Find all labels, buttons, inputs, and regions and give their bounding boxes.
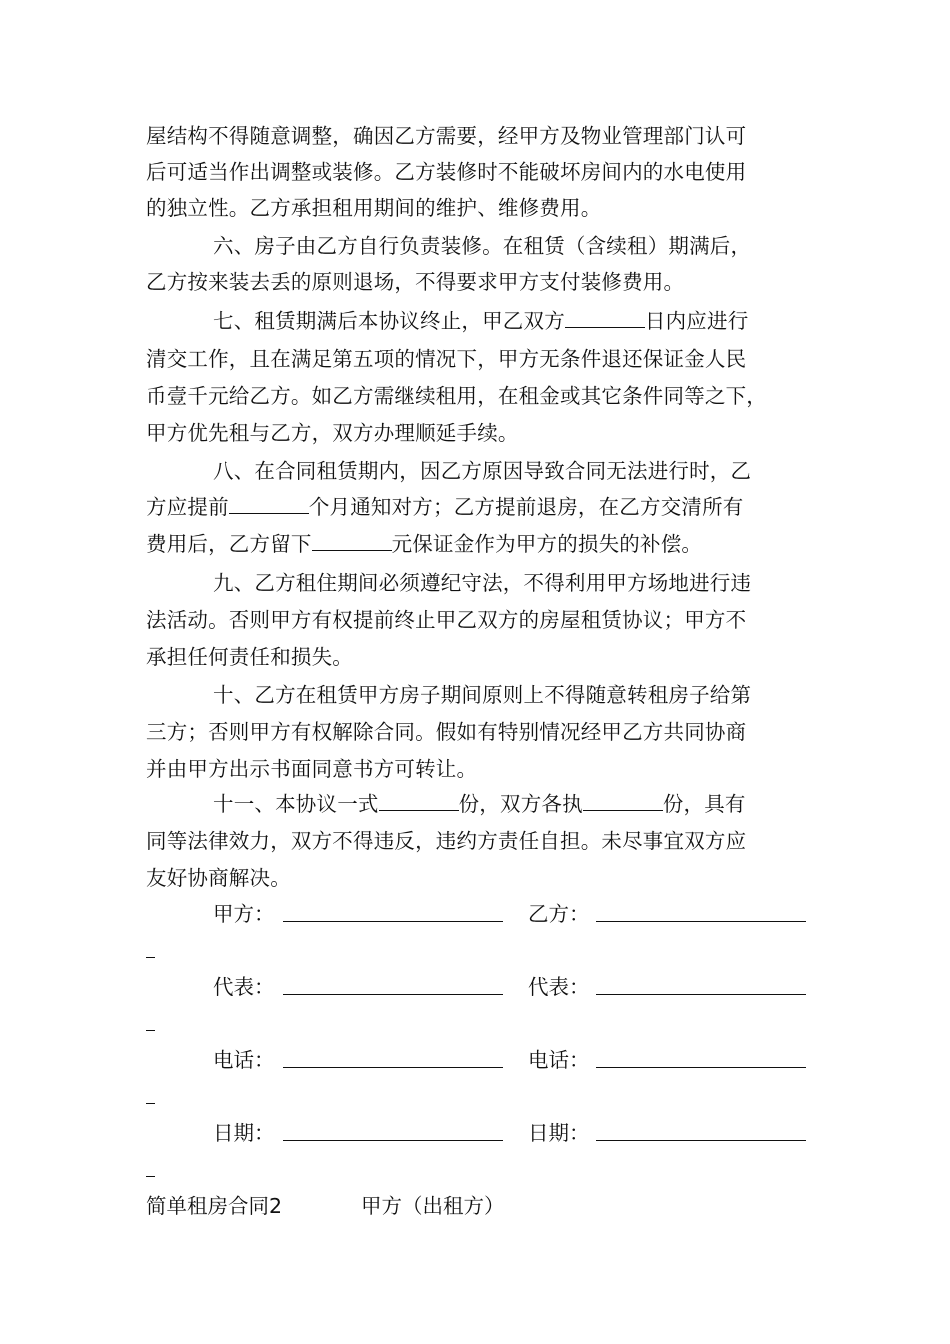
para8-text-a: 方应提前 (146, 495, 229, 519)
para9-line2: 法活动。否则甲方有权提前终止甲乙双方的房屋租赁协议；甲方不 (146, 608, 747, 632)
para11-text-b: 份，双方各执 (458, 792, 583, 816)
para7-line3: 币壹千元给乙方。如乙方需继续租用，在租金或其它条件同等之下， (146, 384, 767, 408)
blank-months[interactable] (229, 512, 309, 514)
para11-text-a: 十一、本协议一式 (213, 792, 379, 816)
next-contract-title: 简单租房合同2 (146, 1194, 283, 1218)
para5-line1: 屋结构不得随意调整，确因乙方需要，经甲方及物业管理部门认可 (146, 124, 747, 148)
para10-line2: 三方；否则甲方有权解除合同。假如有特别情况经甲乙方共同协商 (146, 720, 747, 744)
phone-b-label: 电话： (528, 1048, 590, 1072)
date-a-label: 日期： (213, 1121, 275, 1145)
para11-line1 (213, 789, 746, 819)
para7-line2: 清交工作，且在满足第五项的情况下，甲方无条件退还保证金人民 (146, 347, 747, 371)
blank-each-copies[interactable] (583, 809, 663, 811)
para5-line3: 的独立性。乙方承担租用期间的维护、维修费用。 (146, 196, 602, 220)
party-b-line[interactable] (596, 921, 806, 922)
para9-line3: 承担任何责任和损失。 (146, 645, 353, 669)
blank-deposit[interactable] (312, 549, 392, 551)
date-b-line[interactable] (596, 1140, 806, 1141)
para8-line3 (146, 529, 702, 559)
wrap-dash (146, 1176, 155, 1177)
para11-text-c: 份，具有 (662, 792, 746, 816)
phone-a-line[interactable] (283, 1067, 503, 1068)
para7-text-a: 七、租赁期满后本协议终止，甲乙双方 (213, 309, 565, 333)
para6-line1: 六、房子由乙方自行负责装修。在租赁（含续租）期满后， (213, 234, 752, 258)
para8-line2 (146, 492, 744, 522)
phone-a-label: 电话： (213, 1048, 275, 1072)
para8-text-b: 个月通知对方；乙方提前退房，在乙方交清所有 (308, 495, 744, 519)
phone-b-line[interactable] (596, 1067, 806, 1068)
date-a-line[interactable] (283, 1140, 503, 1141)
blank-days[interactable] (565, 326, 645, 328)
party-b-label: 乙方： (528, 902, 590, 926)
rep-a-label: 代表： (213, 975, 275, 999)
para5-line2: 后可适当作出调整或装修。乙方装修时不能破坏房间内的水电使用 (146, 160, 747, 184)
party-a-label: 甲方： (213, 902, 275, 926)
para7-text-b: 日内应进行 (644, 309, 749, 333)
para8-line1: 八、在合同租赁期内，因乙方原因导致合同无法进行时，乙 (213, 459, 752, 483)
wrap-dash (146, 1030, 155, 1031)
para11-line2: 同等法律效力，双方不得违反，违约方责任自担。未尽事宜双方应 (146, 829, 747, 853)
rep-b-line[interactable] (596, 994, 806, 995)
blank-copies[interactable] (379, 809, 459, 811)
para10-line3: 并由甲方出示书面同意书方可转让。 (146, 757, 478, 781)
rep-b-label: 代表： (528, 975, 590, 999)
para10-line1: 十、乙方在租赁甲方房子期间原则上不得随意转租房子给第 (213, 683, 752, 707)
wrap-dash (146, 1103, 155, 1104)
para7-line1 (213, 306, 748, 336)
landlord-label: 甲方（出租方） (361, 1194, 505, 1218)
para8-text-d: 元保证金作为甲方的损失的补偿。 (391, 532, 703, 556)
rep-a-line[interactable] (283, 994, 503, 995)
date-b-label: 日期： (528, 1121, 590, 1145)
para9-line1: 九、乙方租住期间必须遵纪守法，不得利用甲方场地进行违 (213, 571, 752, 595)
wrap-dash (146, 957, 155, 958)
party-a-line[interactable] (283, 921, 503, 922)
para11-line3: 友好协商解决。 (146, 866, 291, 890)
para7-line4: 甲方优先租与乙方，双方办理顺延手续。 (146, 421, 519, 445)
para6-line2: 乙方按来装去丢的原则退场，不得要求甲方支付装修费用。 (146, 270, 685, 294)
para8-text-c: 费用后，乙方留下 (146, 532, 312, 556)
